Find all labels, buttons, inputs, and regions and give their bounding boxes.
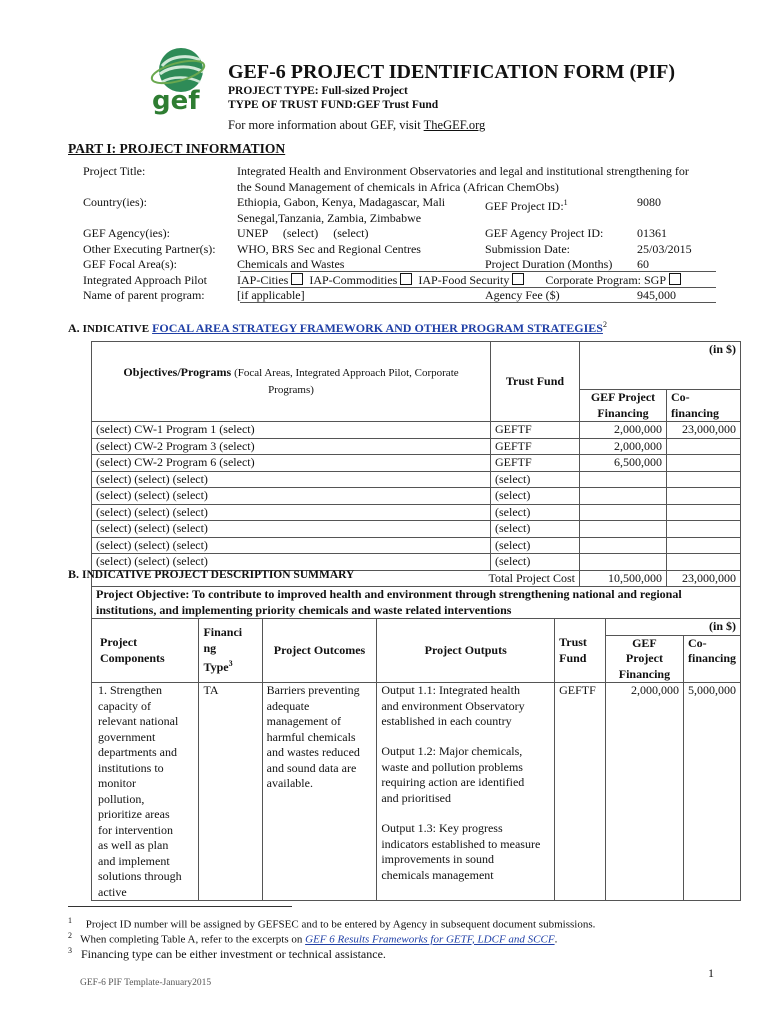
- section-b-letter: B.: [68, 567, 80, 581]
- agency-value: UNEP (select) (select): [237, 226, 369, 240]
- table-row: [92, 683, 741, 901]
- gef-financing-header-b-3: Financing: [618, 666, 671, 681]
- project-info-table: [80, 164, 720, 304]
- project-title-label: Project Title:: [83, 164, 146, 178]
- project-objective-1: Project Objective: To contribute to improved health and environment through strengthening national and regional: [96, 587, 682, 601]
- gef-cell: [580, 537, 667, 554]
- footnote-num: 3: [68, 946, 72, 955]
- fund-cell[interactable]: (select): [491, 504, 580, 521]
- cof-cell: [667, 455, 741, 472]
- submission-label: Submission Date:: [485, 241, 571, 256]
- focal-label: GEF Focal Area(s):: [83, 257, 177, 271]
- focal-value: Chemicals and Wastes: [237, 257, 345, 271]
- component-line: prioritize areas: [98, 807, 170, 821]
- objective-cell[interactable]: (select) (select) (select): [92, 488, 491, 505]
- fund-cell[interactable]: (select): [491, 471, 580, 488]
- outputs-cell: [377, 683, 555, 901]
- objective-cell[interactable]: (select) CW-2 Program 6 (select): [92, 455, 491, 472]
- cofinancing-header-b-1: Co-: [687, 635, 707, 650]
- cof-cell: [667, 537, 741, 554]
- output-line: indicators established to measure: [381, 836, 541, 851]
- footnote-text-post: .: [554, 933, 558, 946]
- gef-cell: 2,000,000: [580, 438, 667, 455]
- table-row: [92, 488, 741, 505]
- iap-cities-checkbox[interactable]: [291, 273, 303, 285]
- parent-label: Name of parent program:: [83, 288, 205, 302]
- footnote-text: Financing type can be either investment or technical assistance.: [81, 947, 386, 961]
- output-line: waste and pollution problems: [381, 759, 523, 774]
- fund-cell[interactable]: (select): [491, 554, 580, 571]
- project-description-table: [91, 586, 741, 901]
- financing-type-header-3: Type: [203, 660, 229, 675]
- gef-financing-header-b-2: Project: [625, 651, 663, 665]
- table-row: [92, 422, 741, 439]
- section-a-letter: A.: [68, 321, 80, 335]
- fee-value: 945,000: [637, 288, 676, 302]
- financing-type-header-1: Financi: [203, 625, 243, 640]
- outcome-line: and sound data are: [266, 760, 357, 775]
- fee-label: Agency Fee ($): [485, 288, 560, 302]
- gef-financing-header-1: GEF Project: [590, 390, 656, 404]
- submission-value: 25/03/2015: [637, 241, 692, 256]
- agency-project-id-value: 01361: [637, 226, 667, 240]
- objective-cell[interactable]: (select) CW-2 Program 3 (select): [92, 438, 491, 455]
- objectives-header: [92, 342, 491, 422]
- table-row: [92, 521, 741, 538]
- section-a-pre: INDICATIVE: [82, 323, 150, 335]
- table-row: [92, 471, 741, 488]
- section-b-heading: [68, 567, 354, 582]
- objective-cell[interactable]: (select) (select) (select): [92, 471, 491, 488]
- table-row: [92, 455, 741, 472]
- cof-cell: [667, 504, 741, 521]
- component-line: monitor: [98, 776, 136, 790]
- gef-financing-header-b-1: GEF: [632, 635, 657, 650]
- trust-fund-line: [228, 99, 438, 111]
- objectives-note-1: (Focal Areas, Integrated Approach Pilot, Corporate: [234, 367, 459, 379]
- more-info-text: For more information about GEF, visit: [228, 118, 421, 132]
- gef-financing-header-2: Financing: [597, 405, 649, 420]
- component-line: 1. Strengthen: [98, 683, 162, 697]
- fund-cell[interactable]: (select): [491, 521, 580, 538]
- iap-commodities-checkbox[interactable]: [400, 273, 412, 285]
- fin-type-cell: TA: [199, 683, 262, 901]
- component-line: relevant national: [98, 714, 179, 728]
- spacer: [381, 806, 550, 821]
- countries-value-2: Senegal,Tanzania, Zambia, Zimbabwe: [237, 210, 422, 225]
- footnote-ref-1: 1: [563, 198, 568, 207]
- project-type-label: PROJECT TYPE:: [228, 85, 319, 97]
- part1-heading: PART I: PROJECT INFORMATION: [68, 141, 286, 156]
- output-line: and environment Observatory: [381, 698, 525, 713]
- outcome-line: adequate: [266, 698, 310, 713]
- footnote-text: Project ID number will be assigned by GEFSEC and to be entered by Agency in subsequent document submissions.: [85, 918, 596, 931]
- project-objective: [92, 587, 741, 619]
- project-objective-2: institutions, and implementing priority chemicals and waste related interventions: [96, 602, 512, 617]
- footnote-ref-3: 3: [228, 659, 233, 669]
- strategy-table: [91, 341, 741, 587]
- divider: [240, 271, 716, 272]
- gef-financing-header-b: [605, 635, 683, 683]
- outcome-cell: [262, 683, 377, 901]
- cofinancing-header-2: financing: [671, 405, 720, 420]
- table-row: [92, 537, 741, 554]
- cofinancing-header-b: [683, 635, 740, 683]
- project-type-line: [228, 85, 408, 97]
- countries-value-1: Ethiopia, Gabon, Kenya, Madagascar, Mali: [237, 195, 446, 209]
- components-header-1: Project: [100, 635, 138, 649]
- objective-cell[interactable]: (select) (select) (select): [92, 554, 491, 571]
- component-line: departments and: [98, 745, 177, 759]
- component-cell: [92, 683, 199, 901]
- project-title-value-2: the Sound Management of chemicals in Africa (African ChemObs): [237, 179, 559, 194]
- cof-cell: [667, 488, 741, 505]
- logo-text: gef: [152, 86, 200, 116]
- page-title: GEF-6 PROJECT IDENTIFICATION FORM (PIF): [228, 61, 676, 83]
- output-line: Output 1.2: Major chemicals,: [381, 744, 523, 759]
- gef-cell: [580, 488, 667, 505]
- trust-fund-header: Trust Fund: [491, 342, 580, 422]
- component-line: solutions through: [98, 869, 182, 883]
- total-gef: 10,500,000: [580, 570, 667, 587]
- components-header: [92, 619, 199, 683]
- gef-project-id-label: GEF Project ID:: [485, 199, 564, 213]
- cofinancing-header-1: Co-: [671, 390, 690, 404]
- gef-financing-header: [580, 390, 667, 422]
- footnote-num: 2: [68, 931, 72, 940]
- results-frameworks-link[interactable]: GEF 6 Results Frameworks for GETF, LDCF and SCCF: [305, 933, 555, 946]
- gef-cell: [580, 504, 667, 521]
- gef-cell: 2,000,000: [580, 422, 667, 439]
- footnote-3: [68, 946, 386, 962]
- outcome-line: Barriers preventing: [266, 683, 360, 697]
- output-line: chemicals management: [381, 867, 494, 882]
- iap-food-checkbox[interactable]: [512, 273, 524, 285]
- iap-label: Integrated Approach Pilot: [83, 272, 207, 287]
- trust-header: [555, 619, 606, 683]
- fund-cell[interactable]: (select): [491, 488, 580, 505]
- output-line: established in each country: [381, 714, 512, 728]
- objective-cell[interactable]: (select) (select) (select): [92, 521, 491, 538]
- iap-cities-label: IAP-Cities: [237, 272, 289, 287]
- outcome-line: available.: [266, 776, 313, 790]
- agency-project-id-label: GEF Agency Project ID:: [485, 226, 604, 240]
- corporate-checkbox[interactable]: [669, 273, 681, 285]
- corporate-label: Corporate Program: SGP: [545, 272, 667, 287]
- output-line: improvements in sound: [381, 852, 494, 867]
- template-footer: GEF-6 PIF Template-January2015: [80, 978, 212, 988]
- cof-cell: [667, 554, 741, 571]
- section-a-heading: [68, 320, 607, 336]
- total-cof: 23,000,000: [667, 570, 741, 587]
- project-type-value: Full-sized Project: [321, 85, 408, 97]
- objectives-note-2: Programs): [268, 383, 314, 396]
- component-line: as well as plan: [98, 838, 169, 852]
- component-line: active: [98, 884, 127, 899]
- component-line: pollution,: [98, 791, 145, 806]
- objective-cell[interactable]: (select) CW-1 Program 1 (select): [92, 422, 491, 439]
- divider: [240, 302, 716, 303]
- spacer: [381, 730, 550, 745]
- footnote-2: [68, 931, 557, 946]
- cofinancing-header: [667, 390, 741, 422]
- divider: [240, 287, 716, 288]
- page-number: 1: [708, 966, 714, 980]
- trust-header-1: Trust: [559, 635, 587, 649]
- cof-cell: [667, 438, 741, 455]
- gef-project-id-value: 9080: [637, 195, 661, 209]
- gef-cell: [580, 471, 667, 488]
- output-line: Output 1.1: Integrated health: [381, 683, 520, 697]
- outcome-line: and wastes reduced: [266, 745, 360, 759]
- footnote-1: [68, 916, 595, 931]
- countries-label: Country(ies):: [83, 195, 147, 209]
- footnote-text: When completing Table A, refer to the excerpts on: [80, 933, 303, 946]
- iap-food-label: IAP-Food Security: [418, 272, 510, 287]
- footnote-separator: [68, 906, 292, 907]
- component-line: capacity of: [98, 698, 151, 713]
- outcome-line: harmful chemicals: [266, 729, 356, 744]
- outputs-header: Project Outputs: [377, 619, 555, 683]
- cofinancing-header-b-2: financing: [687, 651, 736, 665]
- trust-fund-label: TYPE OF TRUST FUND:: [228, 99, 357, 111]
- output-line: and prioritised: [381, 790, 451, 805]
- trust-fund-value: GEF Trust Fund: [356, 99, 439, 111]
- table-row: [92, 504, 741, 521]
- in-dollars-header-b: (in $): [605, 619, 740, 636]
- gef-cell: [580, 521, 667, 538]
- fund-cell[interactable]: GEFTF: [491, 438, 580, 455]
- fund-cell[interactable]: GEFTF: [491, 455, 580, 472]
- component-line: government: [98, 729, 156, 744]
- objectives-header-label: Objectives/Programs: [123, 365, 232, 379]
- partners-label: Other Executing Partner(s):: [83, 241, 216, 256]
- output-line: Output 1.3: Key progress: [381, 821, 503, 836]
- gef-cell-b: 2,000,000: [605, 683, 683, 901]
- objective-cell[interactable]: (select) (select) (select): [92, 537, 491, 554]
- project-title-value-1: Integrated Health and Environment Observatories and legal and institutional strengthening for: [237, 164, 689, 178]
- financing-type-header-2: ng: [203, 640, 217, 655]
- duration-value: 60: [637, 257, 649, 271]
- footnote-ref-2: 2: [602, 320, 607, 329]
- partners-value: WHO, BRS Sec and Regional Centres: [237, 241, 421, 256]
- trust-cell: GEFTF: [555, 683, 606, 901]
- cof-cell: 23,000,000: [667, 422, 741, 439]
- table-row: [92, 438, 741, 455]
- total-label: Total Project Cost: [92, 570, 580, 587]
- component-line: and implement: [98, 853, 170, 868]
- cof-cell-b: 5,000,000: [683, 683, 740, 901]
- parent-value: [if applicable]: [237, 288, 305, 302]
- iap-commodities-label: IAP-Commodities: [309, 272, 398, 287]
- agency-label: GEF Agency(ies):: [83, 226, 170, 240]
- duration-label: Project Duration (Months): [485, 257, 613, 271]
- cof-cell: [667, 521, 741, 538]
- components-header-2: Components: [100, 650, 165, 665]
- fund-cell[interactable]: (select): [491, 537, 580, 554]
- footnote-num: 1: [68, 916, 72, 925]
- section-a-link[interactable]: FOCAL AREA STRATEGY FRAMEWORK AND OTHER PROGRAM STRATEGIES: [152, 321, 603, 335]
- in-dollars-header: (in $): [580, 342, 741, 390]
- trust-header-2: Fund: [559, 650, 587, 665]
- cof-cell: [667, 471, 741, 488]
- outcome-line: management of: [266, 714, 341, 728]
- section-b-title: INDICATIVE PROJECT DESCRIPTION SUMMARY: [82, 569, 355, 581]
- financing-type-header: [199, 619, 262, 683]
- fund-cell[interactable]: GEFTF: [491, 422, 580, 439]
- component-line: for intervention: [98, 822, 173, 837]
- component-line: institutions to: [98, 760, 164, 775]
- output-line: requiring action are identified: [381, 775, 525, 790]
- more-info-line: [228, 118, 485, 133]
- gef-website-link[interactable]: TheGEF.org: [423, 118, 486, 132]
- outcomes-header: Project Outcomes: [262, 619, 377, 683]
- objective-cell[interactable]: (select) (select) (select): [92, 504, 491, 521]
- gef-cell: [580, 554, 667, 571]
- gef-cell: 6,500,000: [580, 455, 667, 472]
- gef-logo: [148, 46, 210, 120]
